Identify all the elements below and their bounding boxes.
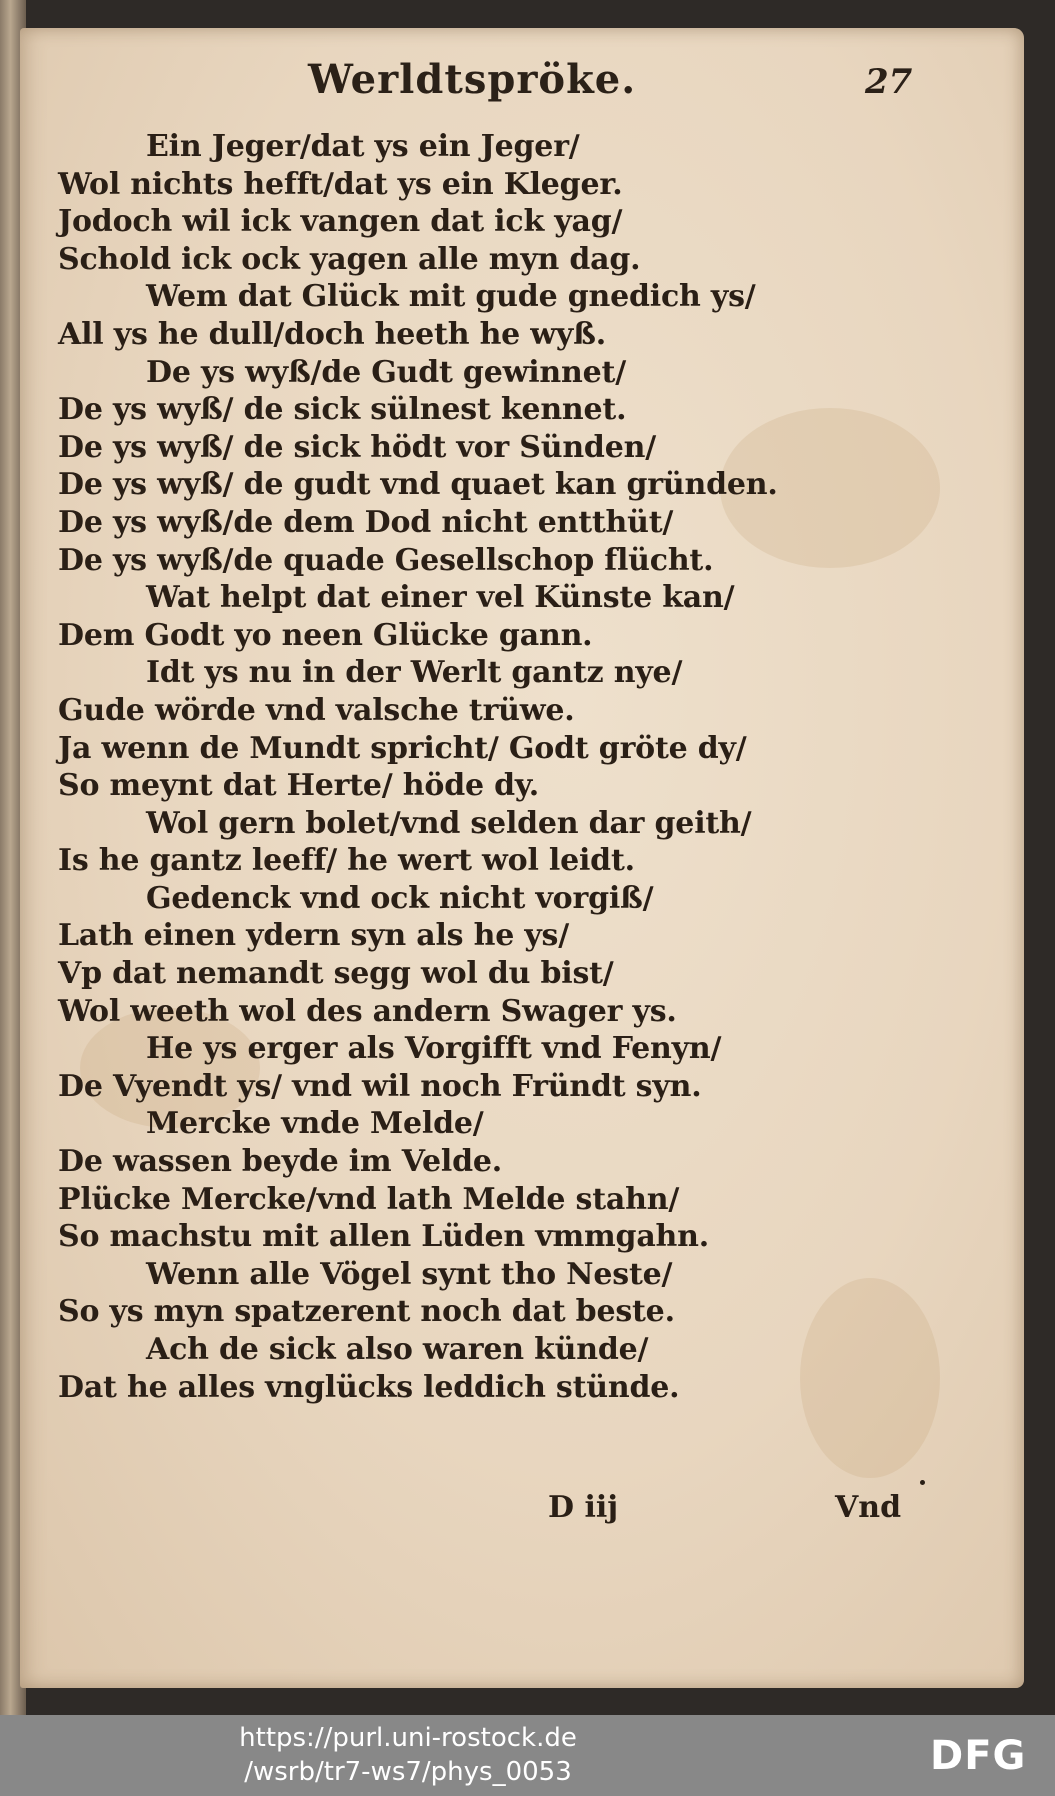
- verse-line: Lath einen ydern syn als he ys/: [58, 918, 570, 954]
- verse-line: So machstu mit allen Lüden vmmgahn.: [58, 1219, 710, 1255]
- verse-text-block: [58, 128, 958, 1406]
- verse-line: Vp dat nemandt segg wol du bist/: [58, 956, 614, 992]
- verse-line: De Vyendt ys/ vnd wil noch Fründt syn.: [58, 1068, 702, 1104]
- signature-mark: D iij: [548, 1490, 619, 1525]
- verse-line: Ja wenn de Mundt spricht/ Godt gröte dy/: [58, 730, 747, 766]
- verse-line: Wol gern bolet/vnd selden dar geith/: [146, 805, 752, 841]
- verse-line: Jodoch wil ick vangen dat ick yag/: [58, 204, 623, 240]
- verse-line: Gedenck vnd ock nicht vorgiß/: [146, 880, 654, 916]
- verse-line: Wol weeth wol des andern Swager ys.: [58, 993, 677, 1029]
- verse-line: De ys wyß/ de sick sülnest kennet.: [58, 392, 627, 428]
- page-header: [20, 28, 1024, 108]
- verse-line: Ach de sick also waren künde/: [146, 1332, 649, 1367]
- verse-line: Plücke Mercke/vnd lath Melde stahn/: [58, 1181, 680, 1217]
- verse-line: He ys erger als Vorgifft vnd Fenyn/: [146, 1031, 722, 1067]
- persistent-url-line-1[interactable]: https://purl.uni-rostock.de: [239, 1723, 577, 1753]
- page-footer: [20, 1490, 1024, 1540]
- ink-dot: [920, 1480, 925, 1485]
- verse-line: Is he gantz leeff/ he wert wol leidt.: [58, 843, 635, 879]
- catchword: Vnd: [835, 1490, 902, 1525]
- persistent-url-line-2[interactable]: /wsrb/tr7-ws7/phys_0053: [244, 1757, 572, 1787]
- verse-line: Wat helpt dat einer vel Künste kan/: [146, 580, 735, 616]
- verse-line: De ys wyß/ de sick hödt vor Sünden/: [58, 429, 656, 465]
- verse-line: All ys he dull/doch heeth he wyß.: [58, 316, 607, 352]
- verse-line: Wem dat Glück mit gude gnedich ys/: [146, 279, 756, 315]
- book-page: [20, 28, 1024, 1688]
- verse-line: De wassen beyde im Velde.: [58, 1144, 503, 1180]
- verse-line: Dat he alles vnglücks leddich stünde.: [58, 1369, 680, 1405]
- running-title: Werldtspröke.: [308, 56, 637, 103]
- verse-line: Wol nichts hefft/dat ys ein Kleger.: [58, 166, 623, 202]
- verse-line: De ys wyß/de quade Gesellschop flücht.: [58, 542, 714, 578]
- verse-line: Mercke vnde Melde/: [146, 1106, 484, 1142]
- verse-line: Wenn alle Vögel synt tho Neste/: [146, 1256, 673, 1292]
- verse-line: Gude wörde vnd valsche trüwe.: [58, 692, 575, 728]
- verse-line: Schold ick ock yagen alle myn dag.: [58, 241, 641, 277]
- verse-line: De ys wyß/ de gudt vnd quaet kan gründen.: [58, 467, 778, 503]
- page-number: 27: [865, 62, 913, 102]
- verse-line: So meynt dat Herte/ höde dy.: [58, 768, 539, 804]
- verse-line: Ein Jeger/dat ys ein Jeger/: [146, 129, 580, 164]
- verse-line: So ys myn spatzerent noch dat beste.: [58, 1294, 675, 1330]
- verse-line: De ys wyß/de Gudt gewinnet/: [146, 354, 626, 390]
- viewer-info-bar: [0, 1715, 1055, 1796]
- dfg-logo: DFG: [930, 1733, 1027, 1779]
- verse-line: De ys wyß/de dem Dod nicht entthüt/: [58, 504, 674, 540]
- verse-line: Idt ys nu in der Werlt gantz nye/: [146, 655, 683, 691]
- verse-line: Dem Godt yo neen Glücke gann.: [58, 617, 593, 653]
